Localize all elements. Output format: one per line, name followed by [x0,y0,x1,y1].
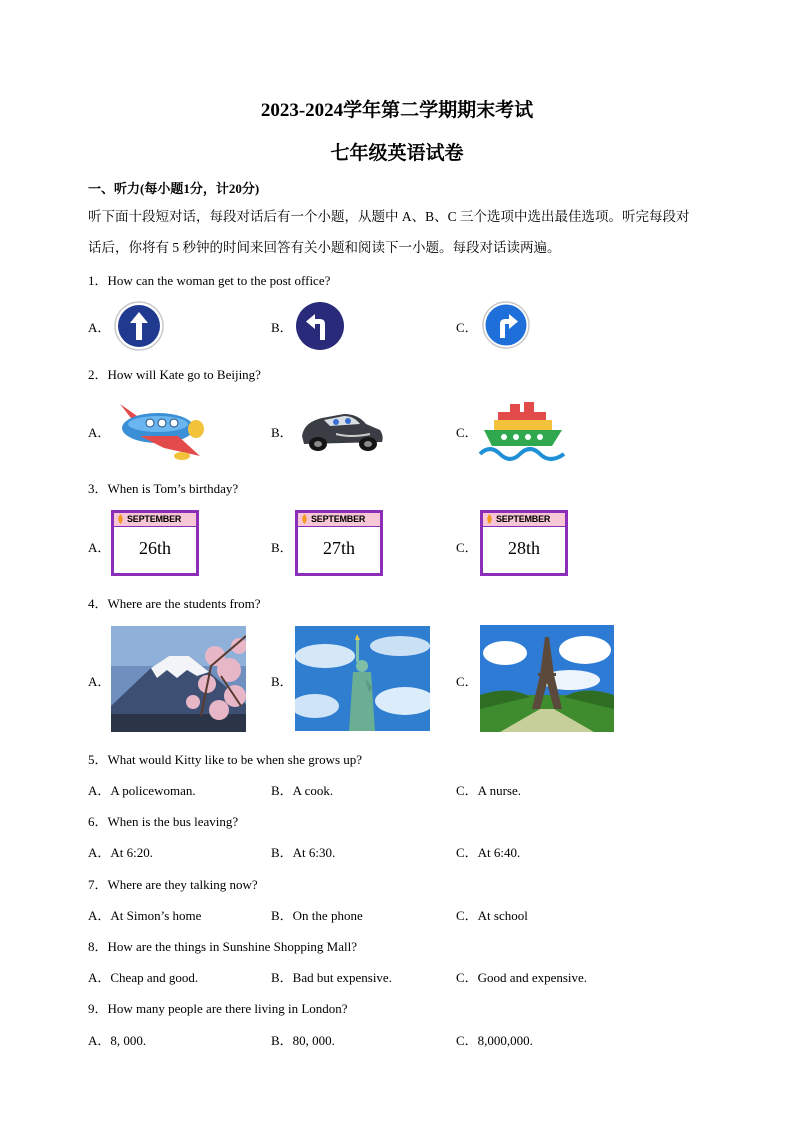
car-icon [296,404,386,454]
q4-option-c-label: C． [456,674,478,689]
q1-option-b-label: B． [271,320,293,335]
calendar-option-c [480,510,568,576]
arrow-up-sign-icon [113,300,165,352]
instructions-line-1: 听下面十段短对话，每段对话后有一个小题，从题中 A、B、C 三个选项中选出最佳选项。听完每段对 [88,209,690,224]
airplane-icon [110,396,208,462]
question-6-stem: 6．When is the bus leaving? [88,814,239,829]
q6-option-b: B．At 6:30. [271,845,336,860]
candle-flame-icon [116,514,125,524]
exam-subtitle: 七年级英语试卷 [330,143,464,164]
section-instructions [88,201,713,263]
q9-option-b: B．80, 000. [271,1033,335,1048]
q6-option-a: A．At 6:20. [88,845,154,860]
question-9-stem: 9．How many people are there living in London? [88,1001,348,1016]
ship-icon [478,400,566,462]
question-8-stem: 8．How are the things in Sunshine Shopping Mall? [88,939,358,954]
q9-option-a: A．8, 000. [88,1033,147,1048]
calendar-day: 28th [507,538,540,558]
q6-option-c: C．At 6:40. [456,845,521,860]
q5-option-c: C．A nurse. [456,783,522,798]
q2-option-b-label: B． [271,425,293,440]
q5-option-a: A．A policewoman. [88,783,196,798]
q4-option-b-label: B． [271,674,293,689]
q4-option-a-label: A． [88,674,111,689]
q7-option-a: A．At Simon’s home [88,908,202,923]
calendar-month: SEPTEMBER [127,514,182,524]
question-1-stem: 1．How can the woman get to the post office? [88,273,331,288]
turn-right-sign-icon [481,300,531,350]
calendar-header [298,513,380,527]
calendar-day: 26th [138,538,171,558]
q9-option-c: C．8,000,000. [456,1033,533,1048]
calendar-option-b [295,510,383,576]
q8-option-b: B．Bad but expensive. [271,970,392,985]
candle-flame-icon [485,514,494,524]
calendar-day: 27th [322,538,355,558]
turn-left-sign-icon [294,300,346,352]
candle-flame-icon [300,514,309,524]
q3-option-b-label: B． [271,540,293,555]
q7-option-c: C．At school [456,908,528,923]
q8-option-a: A．Cheap and good. [88,970,199,985]
calendar-month: SEPTEMBER [496,514,551,524]
mount-fuji-photo [111,626,246,732]
question-3-stem: 3．When is Tom’s birthday? [88,481,239,496]
calendar-month: SEPTEMBER [311,514,366,524]
eiffel-tower-photo [480,625,614,732]
q1-option-c-label: C． [456,320,478,335]
q1-option-a-label: A． [88,320,111,335]
calendar-option-a [111,510,199,576]
statue-of-liberty-photo [295,626,430,731]
q8-option-c: C．Good and expensive. [456,970,588,985]
q2-option-a-label: A． [88,425,111,440]
calendar-header [483,513,565,527]
question-7-stem: 7．Where are they talking now? [88,877,258,892]
section-heading: 一、听力(每小题1分，计20分) [88,181,260,196]
question-4-stem: 4．Where are the students from? [88,596,261,611]
q2-option-c-label: C． [456,425,478,440]
instructions-line-2: 话后，你将有 5 秒钟的时间来回答有关小题和阅读下一小题。每段对话读两遍。 [88,240,561,255]
exam-title: 2023-2024学年第二学期期末考试 [260,100,534,121]
q3-option-c-label: C． [456,540,478,555]
q7-option-b: B．On the phone [271,908,363,923]
calendar-header [114,513,196,527]
q5-option-b: B．A cook. [271,783,334,798]
question-5-stem: 5．What would Kitty like to be when she grows up? [88,752,363,767]
q3-option-a-label: A． [88,540,111,555]
question-2-stem: 2．How will Kate go to Beijing? [88,367,261,382]
